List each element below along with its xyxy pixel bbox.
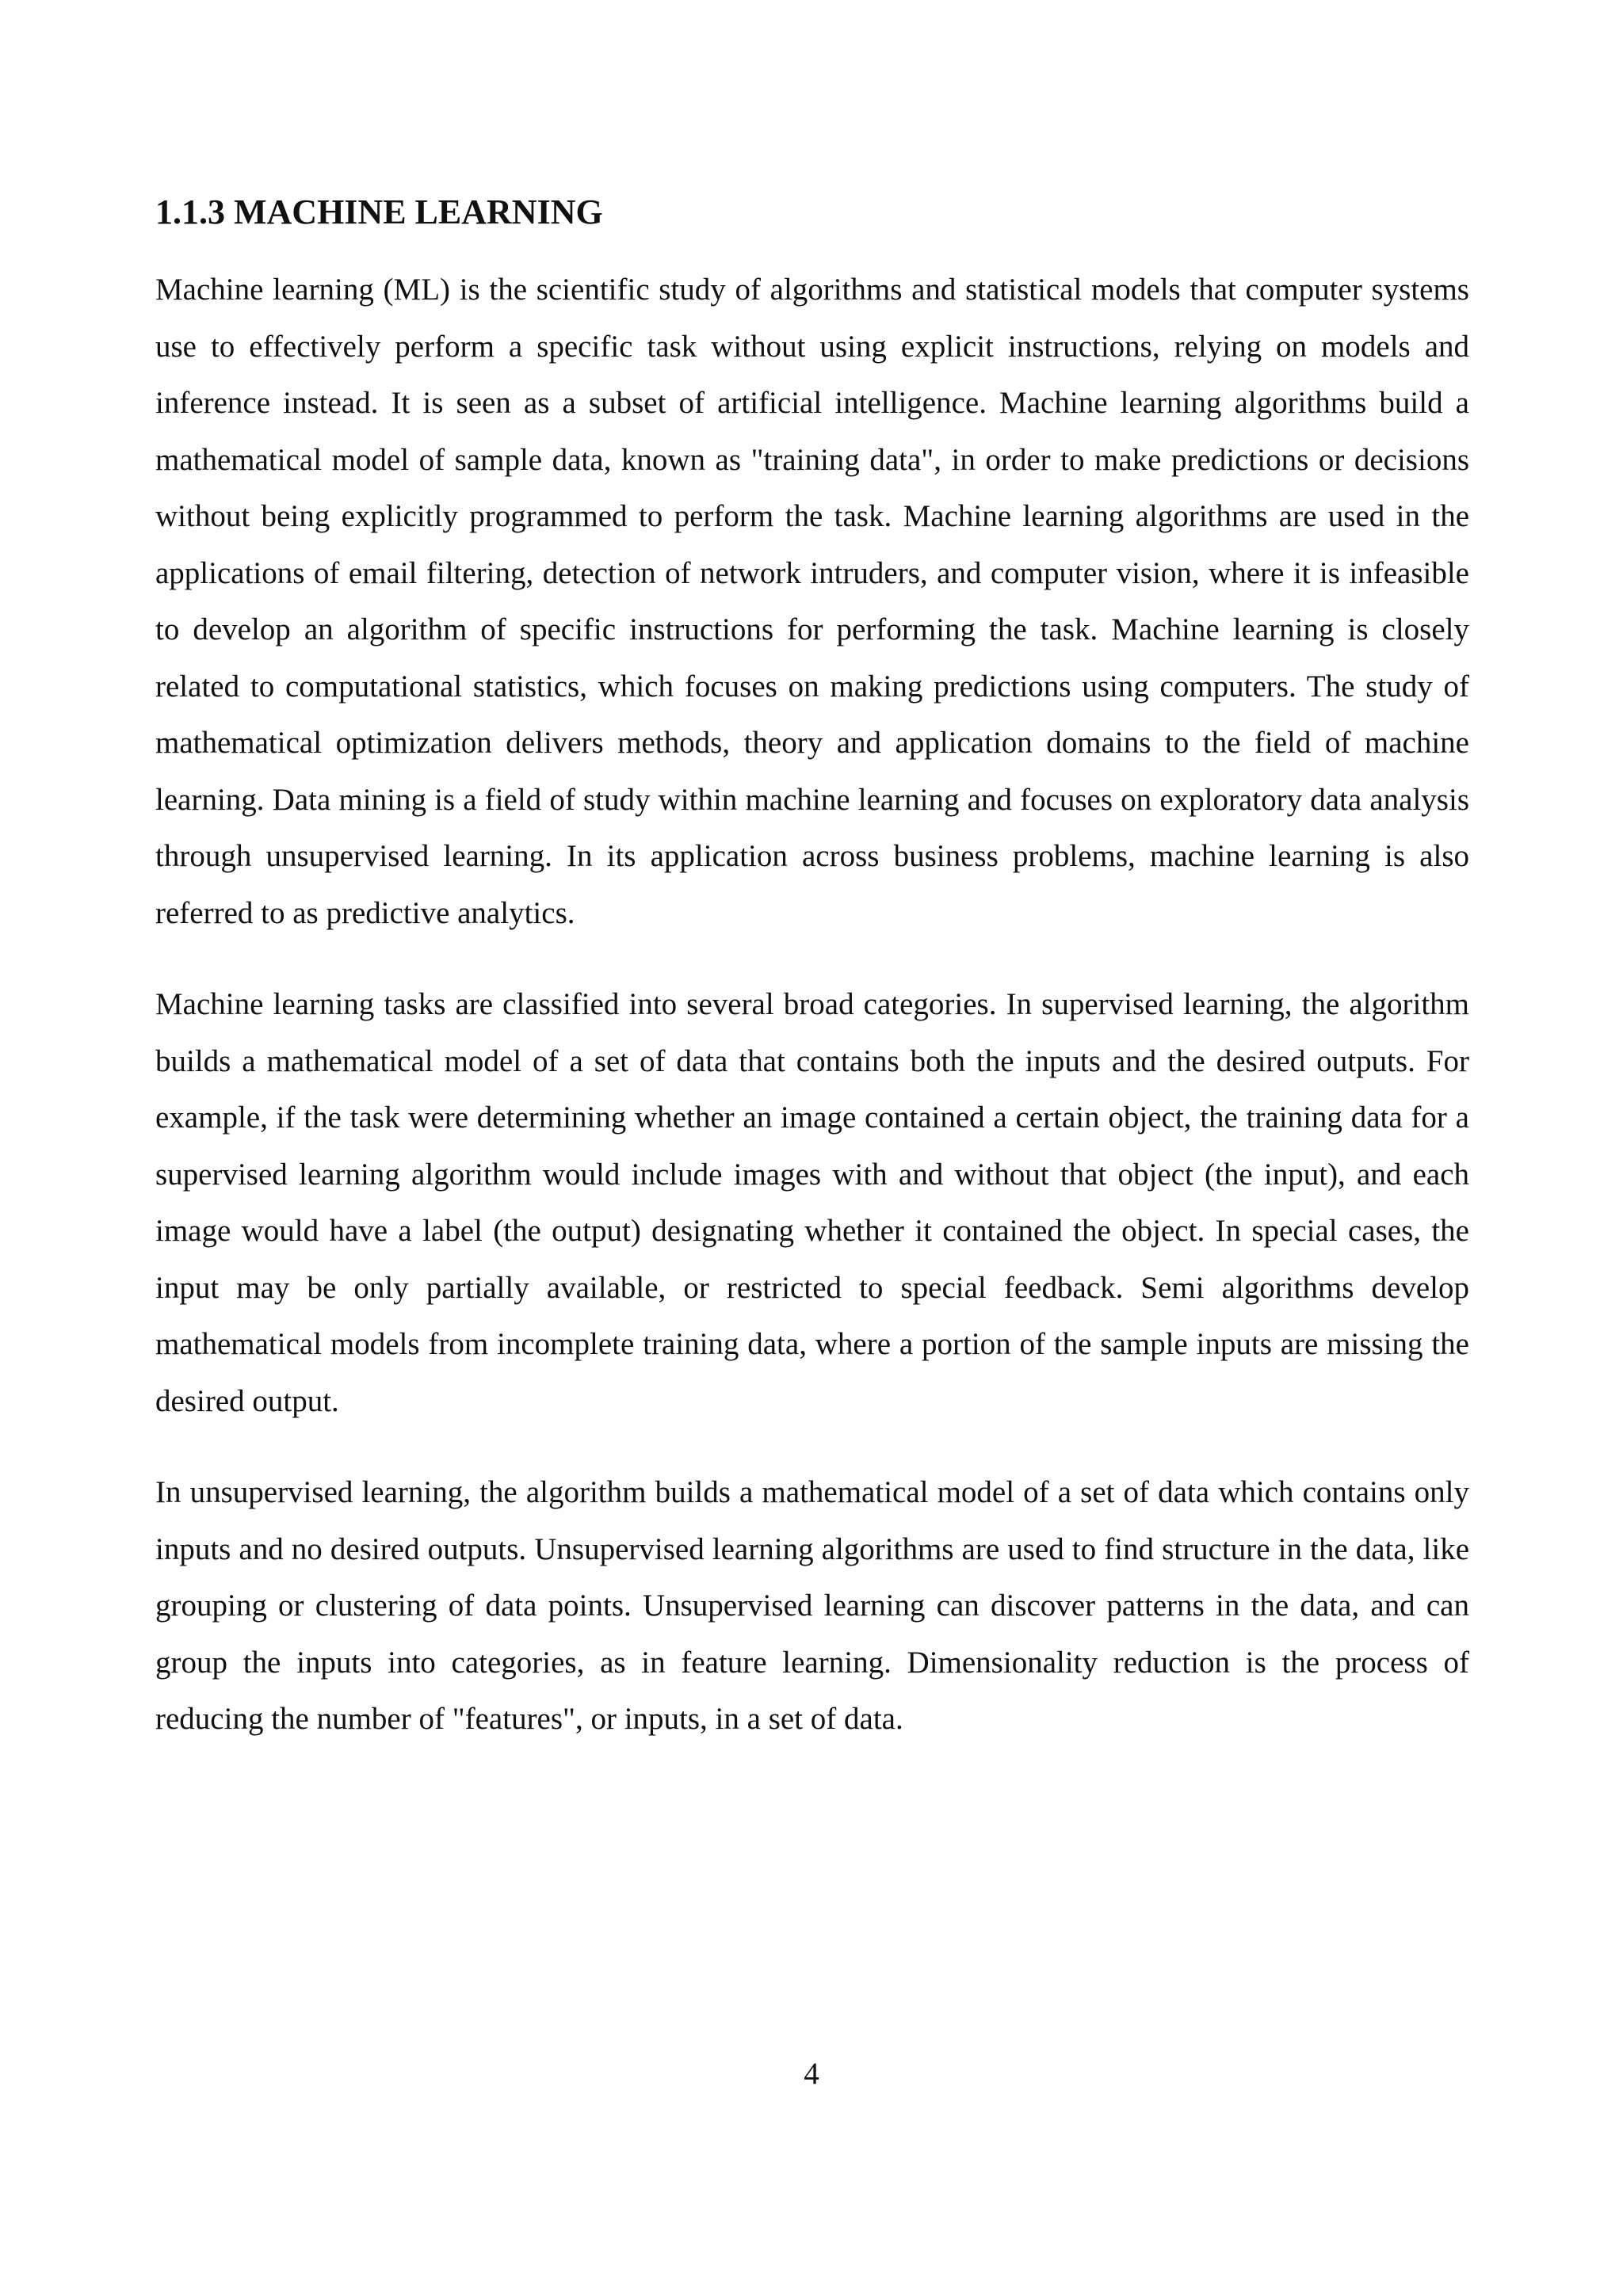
paragraph-supervised-learning: Machine learning tasks are classified into several broad categories. In supervised learning, the algorithm builds a mathematical model of a set of data that contains both the inputs and the desired outputs. For example, if the task were determining whether an image contained a certain object, the training data for a supervised learning algorithm would include images with and without that object (the input), and each image would have a label (the output) designating whether it contained the object. In special cases, the input may be only partially available, or restricted to special feedback. Semi algorithms develop mathematical models from incomplete training data, where a portion of the sample inputs are missing the desired output. (155, 987, 1469, 1418)
paragraph-ml-definition: Machine learning (ML) is the scientific study of algorithms and statistical models that computer systems use to effectively perform a specific task without using explicit instructions, relying on models and inference instead. It is seen as a subset of artificial intelligence. Machine learning algorithms build a mathematical model of sample data, known as "training data", in order to make predictions or decisions without being explicitly programmed to perform the task. Machine learning algorithms are used in the applications of email filtering, detection of network intruders, and computer vision, where it is infeasible to develop an algorithm of specific instructions for performing the task. Machine learning is closely related to computational statistics, which focuses on making predictions using computers. The study of mathematical optimization delivers methods, theory and application domains to the field of machine learning. Data mining is a field of study within machine learning and focuses on exploratory data analysis through unsupervised learning. In its application across business problems, machine learning is also referred to as predictive analytics. (155, 273, 1469, 930)
section-heading: 1.1.3 MACHINE LEARNING (155, 193, 603, 231)
page-content (155, 187, 1469, 1783)
paragraph-unsupervised-learning: In unsupervised learning, the algorithm builds a mathematical model of a set of data which contains only inputs and no desired outputs. Unsupervised learning algorithms are used to find structure in the data, like grouping or clustering of data points. Unsupervised learning can discover patterns in the data, and can group the inputs into categories, as in feature learning. Dimensionality reduction is the process of reducing the number of "features", or inputs, in a set of data. (155, 1475, 1469, 1736)
page-number: 4 (804, 2057, 819, 2091)
